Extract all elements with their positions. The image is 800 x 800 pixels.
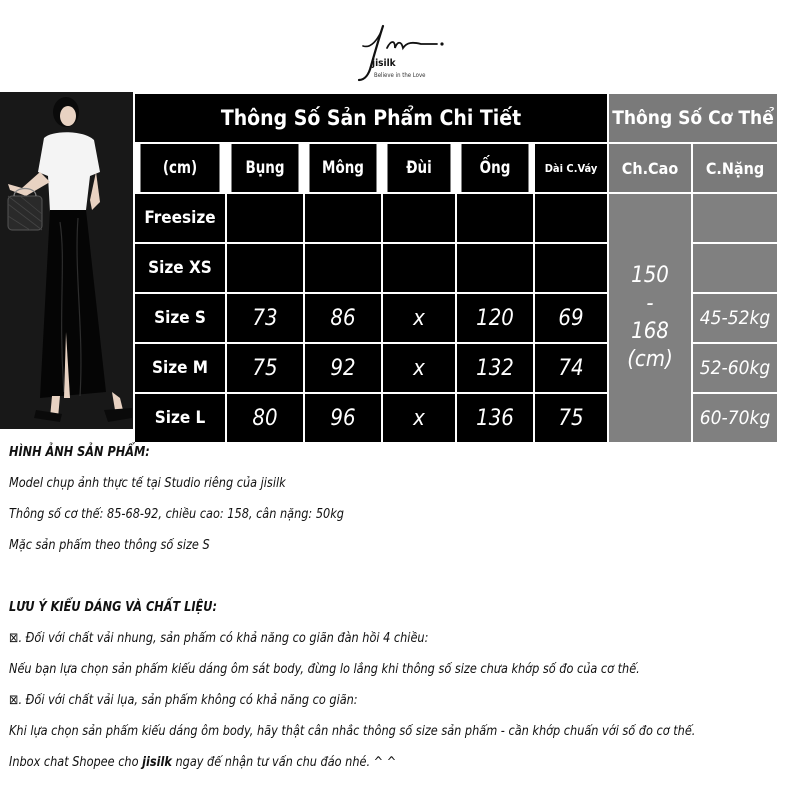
table-cell (304, 193, 382, 243)
note-line: Thông số cơ thể: 85-68-92, chiều cao: 158, cân nặng: 50kg (9, 507, 344, 522)
table-row (134, 193, 778, 243)
table-cell: 120 (456, 293, 534, 343)
inbox-prefix: Inbox chat Shopee cho (9, 755, 143, 770)
table-cell: 69 (534, 293, 608, 343)
column-header-waist: Bụng (231, 143, 300, 193)
weight-cell: 52-60kg (692, 343, 778, 393)
table-cell: x (382, 393, 456, 443)
weight-cell (692, 193, 778, 243)
table-cell: 92 (304, 343, 382, 393)
note-line: Mặc sản phẩm theo thông số size S (9, 538, 210, 553)
size-label: Size M (134, 343, 226, 393)
size-spec-table (133, 92, 779, 444)
height-min: 150 (631, 263, 669, 288)
table-cell (382, 193, 456, 243)
table-cell: 75 (534, 393, 608, 443)
note-line: ⊠. Đối với chất vải lụa, sản phẩm không có khả năng co giãn: (9, 693, 358, 708)
weight-cell: 60-70kg (692, 393, 778, 443)
note-line: Nếu bạn lựa chọn sản phẩm kiểu dáng ôm sát body, đừng lo lắng khi thông số size chưa khớp số đo của cơ thể. (9, 662, 640, 677)
brand-name: jisilk (372, 58, 396, 69)
product-images-heading: HÌNH ẢNH SẢN PHẨM: (9, 445, 150, 460)
height-range-cell (608, 193, 692, 443)
table-cell: 73 (226, 293, 304, 343)
column-header-weight: C.Nặng (692, 143, 778, 193)
table-cell: 136 (456, 393, 534, 443)
height-max: 168 (631, 319, 669, 344)
size-label: Size S (134, 293, 226, 343)
inbox-suffix: ngay để nhận tư vấn chu đáo nhé. ^ ^ (171, 755, 397, 770)
inbox-brand: jisilk (142, 755, 172, 770)
table-cell (226, 193, 304, 243)
column-header-hip: Mông (309, 143, 378, 193)
table-cell: 86 (304, 293, 382, 343)
size-label: Freesize (134, 193, 226, 243)
column-header-thigh: Đùi (386, 143, 451, 193)
inbox-line (9, 747, 696, 778)
style-material-heading: LƯU Ý KIỂU DÁNG VÀ CHẤT LIỆU: (9, 600, 217, 615)
column-header-skirt-length: Dài C.Váy (534, 143, 608, 193)
product-notes (9, 437, 799, 778)
table-cell: 74 (534, 343, 608, 393)
table-cell: x (382, 343, 456, 393)
spec-table-title: Thông Số Sản Phẩm Chi Tiết (134, 93, 608, 143)
column-header-unit: (cm) (140, 143, 221, 193)
table-cell (382, 243, 456, 293)
table-cell: 75 (226, 343, 304, 393)
note-line: Khi lựa chọn sản phẩm kiểu dáng ôm body, hãy thật cân nhắc thông số size sản phẩm - cần khớp chuẩn với số đo cơ thể. (9, 724, 696, 739)
table-cell (304, 243, 382, 293)
table-cell (456, 243, 534, 293)
spacer (9, 561, 696, 592)
table-cell (534, 193, 608, 243)
note-line: ⊠. Đối với chất vải nhung, sản phẩm có khả năng co giãn đàn hồi 4 chiều: (9, 631, 429, 646)
brand-tagline: Believe in the Love (374, 72, 426, 79)
column-header-height: Ch.Cao (608, 143, 692, 193)
column-header-hem: Ống (461, 143, 530, 193)
height-dash: - (646, 291, 654, 316)
weight-cell (692, 243, 778, 293)
model-photo (0, 92, 133, 429)
height-unit: (cm) (627, 347, 673, 372)
note-line: Model chụp ảnh thực tế tại Studio riêng của jisilk (9, 476, 286, 491)
table-cell (534, 243, 608, 293)
table-cell (456, 193, 534, 243)
body-spec-title: Thông Số Cơ Thể (608, 93, 778, 143)
size-label: Size L (134, 393, 226, 443)
table-cell: x (382, 293, 456, 343)
size-label: Size XS (134, 243, 226, 293)
table-cell: 80 (226, 393, 304, 443)
table-cell: 132 (456, 343, 534, 393)
weight-cell: 45-52kg (692, 293, 778, 343)
table-cell: 96 (304, 393, 382, 443)
table-cell (226, 243, 304, 293)
